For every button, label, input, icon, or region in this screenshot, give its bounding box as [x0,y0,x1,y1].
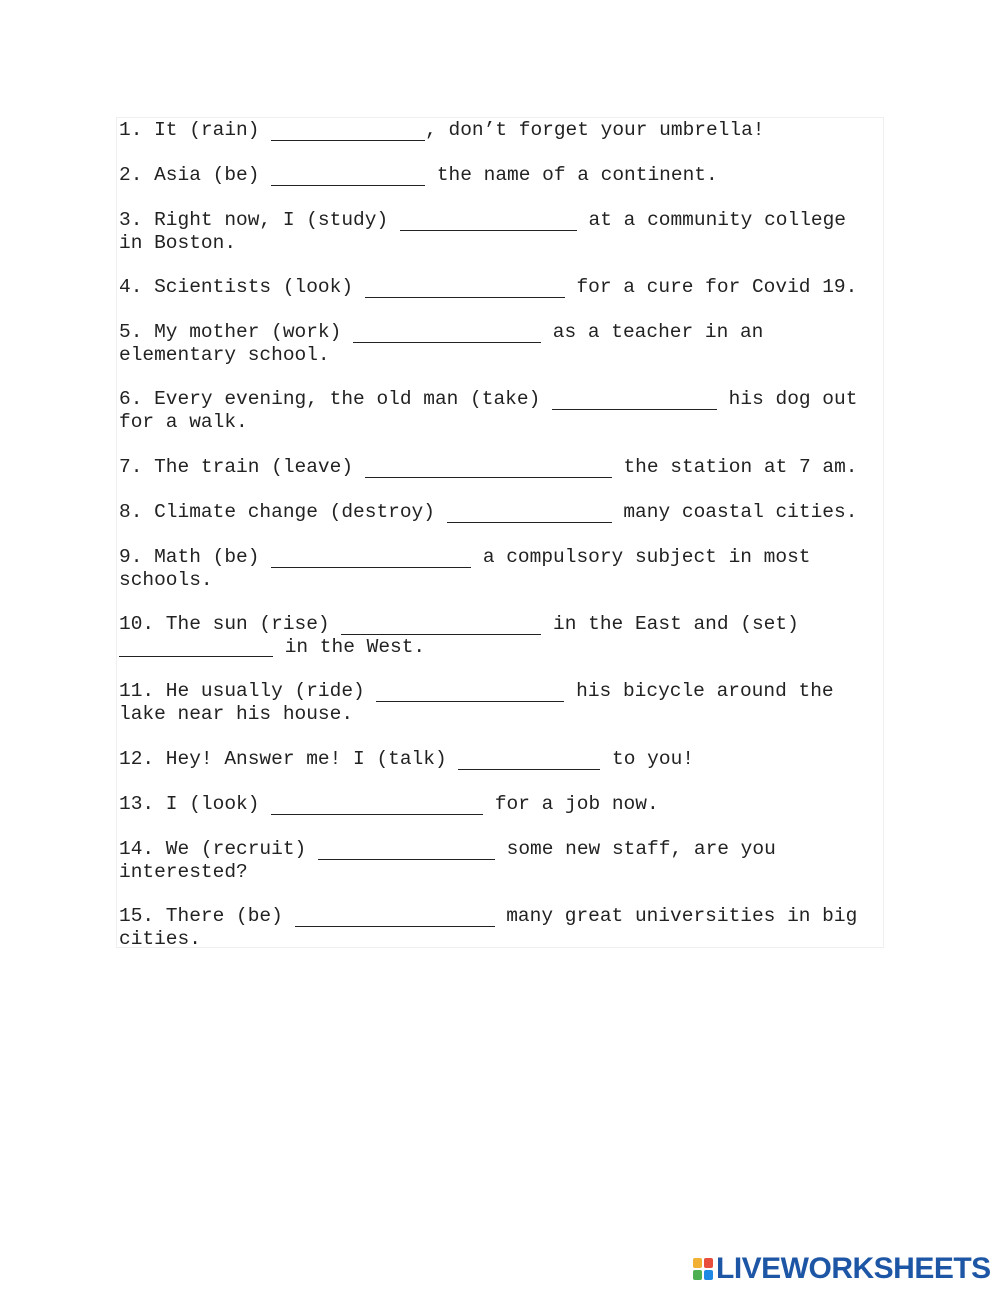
question-1-rest: , don’t forget your umbrella! [425,119,765,141]
question-12-text: 12. Hey! Answer me! I (talk) [119,748,459,770]
answer-7-input[interactable] [365,458,612,478]
question-14-rest: some new staff, are you interested? [119,838,788,883]
question-3 [119,209,871,254]
question-11-rest: his bicycle around the lake near his house. [119,680,846,725]
question-8-text: 8. Climate change (destroy) [119,501,447,523]
answer-8-input[interactable] [447,503,612,523]
answer-11-input[interactable] [376,682,564,702]
question-7-text: 7. The train (leave) [119,456,365,478]
question-4-text: 4. Scientists (look) [119,276,365,298]
question-1-text: 1. It (rain) [119,119,272,141]
answer-10b-input[interactable] [119,637,273,657]
question-7-rest: the station at 7 am. [611,456,858,478]
question-1 [119,119,871,142]
answer-14-input[interactable] [318,840,495,860]
question-13 [119,793,871,816]
question-4 [119,276,871,299]
live-block-e [704,1270,713,1280]
question-13-rest: for a job now. [483,793,659,815]
live-blocks-icon [692,1257,714,1281]
question-6-rest: his dog out for a walk. [119,388,870,433]
question-7 [119,456,871,479]
answer-13-input[interactable] [271,795,483,815]
answer-4-input[interactable] [365,278,565,298]
question-4-rest: for a cure for Covid 19. [564,276,858,298]
live-block-v [693,1270,702,1280]
brand-name: LIVEWORKSHEETS [716,1252,991,1285]
question-12 [119,748,871,771]
question-11 [119,680,871,725]
question-5-text: 5. My mother (work) [119,321,354,343]
question-2-text: 2. Asia (be) [119,164,272,186]
answer-3-input[interactable] [400,211,577,231]
question-6 [119,388,871,433]
question-8-rest: many coastal cities. [611,501,858,523]
question-5 [119,321,871,366]
question-10 [119,613,871,658]
question-2 [119,164,871,187]
question-10-middle: in the East and (set) [541,613,811,635]
question-10-rest: in the West. [273,635,426,658]
live-block-i [704,1258,713,1268]
question-12-rest: to you! [600,748,694,770]
question-10-text: 10. The sun (rise) [119,613,342,635]
answer-12-input[interactable] [458,750,600,770]
question-9-text: 9. Math (be) [119,546,272,568]
question-14-text: 14. We (recruit) [119,838,318,860]
worksheet-panel [116,117,884,948]
answer-9-input[interactable] [271,548,471,568]
answer-2-input[interactable] [271,166,425,186]
question-5-rest: as a teacher in an elementary school. [119,321,776,366]
answer-15-input[interactable] [295,907,495,927]
question-9 [119,546,871,591]
question-2-rest: the name of a continent. [425,164,718,186]
question-11-text: 11. He usually (ride) [119,680,377,702]
question-15-text: 15. There (be) [119,905,295,927]
answer-1-input[interactable] [271,121,425,141]
question-13-text: 13. I (look) [119,793,272,815]
answer-5-input[interactable] [353,323,541,343]
question-3-rest: at a community college in Boston. [119,209,858,254]
question-8 [119,501,871,524]
live-block-l [693,1258,702,1268]
question-3-text: 3. Right now, I (study) [119,209,400,231]
question-15-rest: many great universities in big cities. [119,905,869,950]
liveworksheets-logo[interactable] [692,1252,991,1285]
question-15 [119,905,871,950]
question-9-rest: a compulsory subject in most schools. [119,546,823,591]
question-14 [119,838,871,883]
answer-10a-input[interactable] [341,615,541,635]
answer-6-input[interactable] [552,390,717,410]
question-6-text: 6. Every evening, the old man (take) [119,388,552,410]
